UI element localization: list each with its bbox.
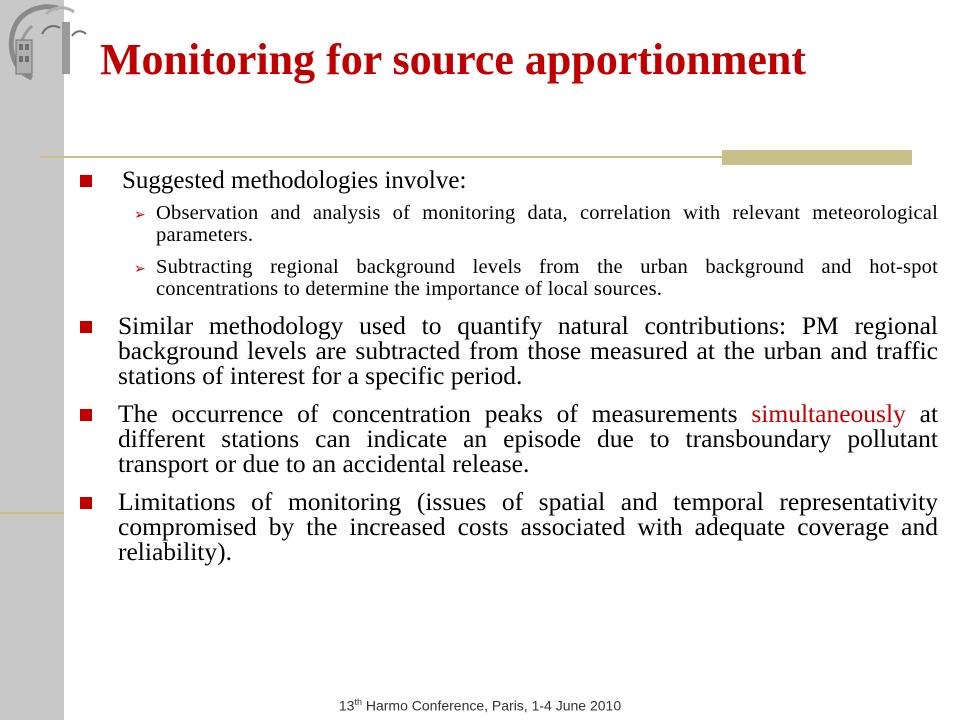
sub-bullet-text: Observation and analysis of monitoring data, correlation with relevant meteorological parameters. xyxy=(156,202,938,246)
footer-text: Harmo Conference, Paris, 1-4 June 2010 xyxy=(365,697,622,714)
bullet-text-part: The occurrence of concentration peaks of measurements xyxy=(118,399,738,428)
sidebar-band xyxy=(0,0,64,720)
bullet-item xyxy=(80,168,938,194)
square-bullet-icon xyxy=(80,175,92,187)
title-accent-bar xyxy=(722,150,912,165)
bullet-item xyxy=(80,489,938,564)
slide-title: Monitoring for source apportionment xyxy=(100,35,806,84)
highlighted-word: simultaneously xyxy=(751,399,906,428)
footer-number: 13 xyxy=(338,697,355,714)
bullet-text xyxy=(118,401,938,476)
arrow-bullet-icon: ➢ xyxy=(134,207,146,223)
bullet-text: Limitations of monitoring (issues of spatial and temporal representativity compromised by the increased costs associated with adequate coverage and reliability). xyxy=(118,487,938,566)
slide-body xyxy=(80,168,938,564)
sidebar-divider xyxy=(0,512,64,514)
bullet-item xyxy=(80,313,938,388)
arrow-bullet-icon: ➢ xyxy=(134,261,146,277)
bullet-text: Suggested methodologies involve: xyxy=(122,167,467,194)
conference-logo-icon xyxy=(2,0,98,82)
sub-bullet-text: Subtracting regional background levels from the urban background and hot-spot concentrations to determine the importance of local sources. xyxy=(156,256,938,300)
footer-ordinal: th xyxy=(354,697,362,707)
slide-footer xyxy=(0,697,960,714)
bullet-text-part: at different stations can indicate an episode due to transboundary pollutant transport or due to an accidental release. xyxy=(118,399,939,478)
square-bullet-icon xyxy=(80,409,92,421)
bullet-item xyxy=(80,401,938,476)
square-bullet-icon xyxy=(80,497,92,509)
sub-bullet-item xyxy=(134,202,938,246)
sub-bullet-item xyxy=(134,256,938,300)
square-bullet-icon xyxy=(80,321,92,333)
bullet-text: Similar methodology used to quantify natural contributions: PM regional background levels are subtracted from those measured at the urban and traffic stations of interest for a specific period. xyxy=(118,311,938,390)
